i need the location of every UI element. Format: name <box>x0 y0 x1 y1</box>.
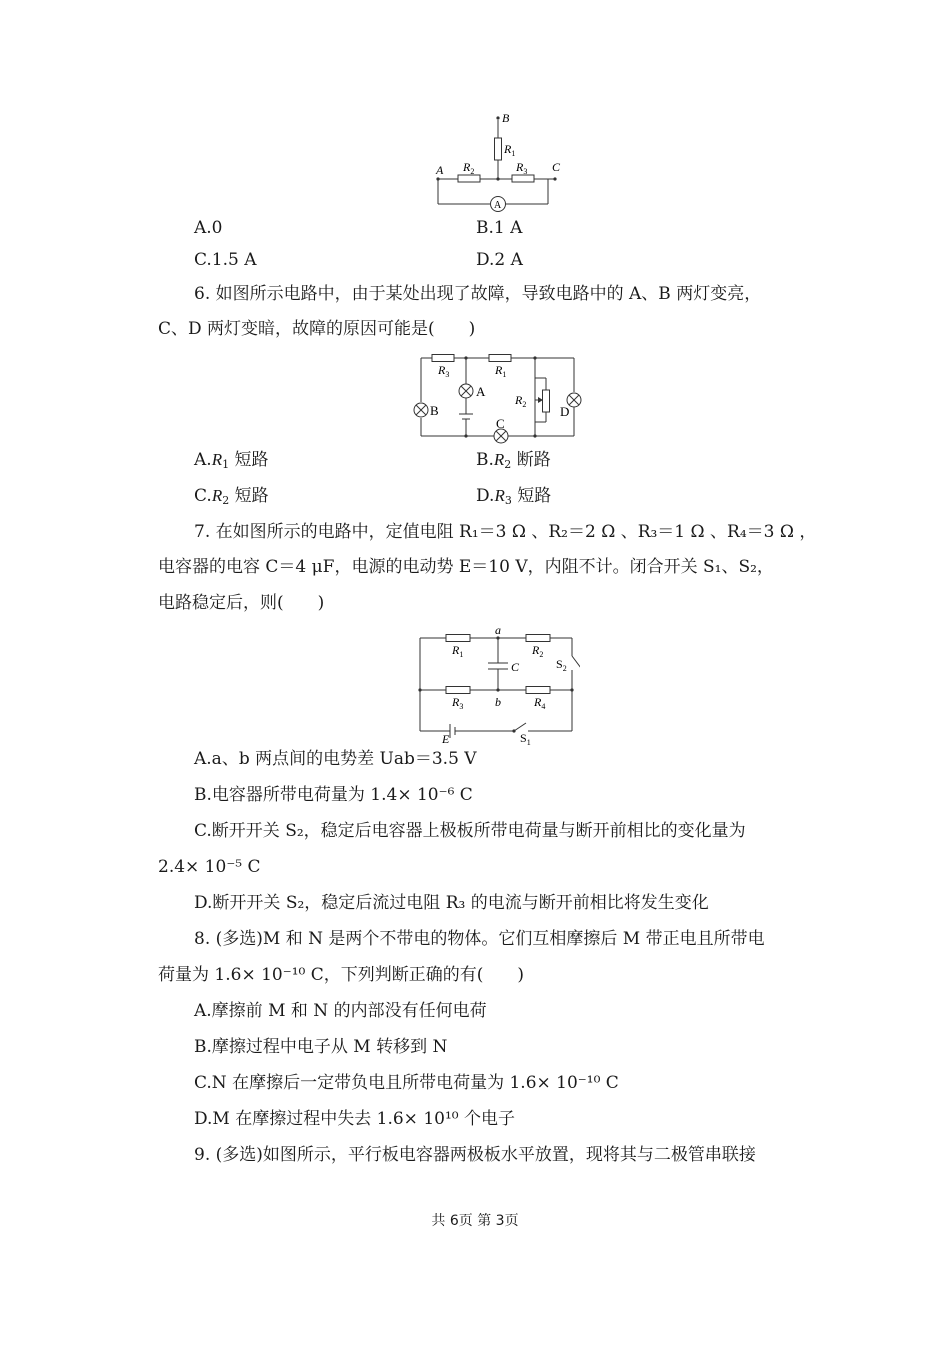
q6-stem-line-1: 6. 如图所示电路中，由于某处出现了故障，导致电路中的 A、B 两灯变亮， <box>194 284 762 304</box>
q7-stem-line-1: 7. 在如图所示的电路中，定值电阻 R₁＝3 Ω 、R₂＝2 Ω 、R₃＝1 Ω 、R₄＝3 Ω ， <box>194 522 817 542</box>
q8-option-b: B.摩擦过程中电子从 M 转移到 N <box>194 1037 448 1057</box>
q5-option-c: C.1.5 A <box>194 250 257 270</box>
svg-text:R4: $R_4$ <box>534 695 546 711</box>
svg-text:b: b <box>495 695 501 709</box>
q6-option-b: $B.R_2$ 断路 <box>476 450 551 471</box>
q5-circuit-figure <box>420 108 570 214</box>
svg-text:R3: $R_3$ <box>452 695 464 711</box>
page-footer: 共 6页 第 3页 <box>431 1213 519 1229</box>
svg-text:A: A <box>476 384 486 399</box>
svg-text:R2: $R_2$ <box>532 643 544 659</box>
q7-option-a: A.a、b 两点间的电势差 Uab＝3.5 V <box>194 749 477 769</box>
svg-text:S2: $S_2$ <box>556 657 567 673</box>
q5-option-a: A.0 <box>194 218 223 238</box>
q8-stem-line-2: 荷量为 1.6× 10⁻¹⁰ C，下列判断正确的有( ) <box>158 965 524 985</box>
q8-option-a: A.摩擦前 M 和 N 的内部没有任何电荷 <box>194 1001 487 1021</box>
q7-option-c-line-1: C.断开开关 S₂，稳定后电容器上极板所带电荷量与断开前相比的变化量为 <box>194 821 746 841</box>
q6-circuit-figure <box>410 350 590 448</box>
svg-text:E: E <box>442 732 450 746</box>
q5-option-d: D.2 A <box>476 250 523 270</box>
q7-option-b: B.电容器所带电荷量为 1.4× 10⁻⁶ C <box>194 785 473 805</box>
svg-text:C: C <box>496 416 505 431</box>
svg-text:a: a <box>495 623 501 637</box>
q9-stem-line-1: 9. (多选)如图所示，平行板电容器两极板水平放置，现将其与二极管串联接 <box>194 1145 756 1165</box>
q7-circuit-figure <box>410 622 580 746</box>
svg-text:D: D <box>560 404 570 419</box>
q7-stem-line-3: 电路稳定后，则( ) <box>158 593 325 613</box>
q8-option-d: D.M 在摩擦过程中失去 1.6× 10¹⁰ 个电子 <box>194 1109 515 1129</box>
svg-text:R1: $R_1$ <box>452 643 464 659</box>
svg-text:R2: $R_2$ <box>463 160 475 176</box>
svg-text:R1: $R_1$ <box>504 142 516 158</box>
q6-stem-line-2: C、D 两灯变暗，故障的原因可能是( ) <box>158 319 476 339</box>
svg-text:R3: $R_3$ <box>516 160 528 176</box>
q6-option-d: $D.R_3$ 短路 <box>476 486 552 507</box>
svg-text:C: C <box>552 160 561 174</box>
ammeter-icon: A <box>494 200 502 211</box>
label-b: B <box>502 111 510 125</box>
svg-text:R1: $R_1$ <box>495 363 507 379</box>
svg-text:S1: $S_1$ <box>520 731 531 746</box>
svg-text:R3: $R_3$ <box>438 363 450 379</box>
q7-option-d: D.断开开关 S₂，稳定后流过电阻 R₃ 的电流与断开前相比将发生变化 <box>194 893 709 913</box>
svg-text:C: C <box>511 660 520 674</box>
q7-option-c-line-2: 2.4× 10⁻⁵ C <box>158 857 261 877</box>
q8-option-c: C.N 在摩擦后一定带负电且所带电荷量为 1.6× 10⁻¹⁰ C <box>194 1073 619 1093</box>
svg-text:A: A <box>436 163 444 177</box>
svg-text:R2: $R_2$ <box>515 393 527 409</box>
svg-text:B: B <box>430 403 439 418</box>
q8-stem-line-1: 8. (多选)M 和 N 是两个不带电的物体。它们互相摩擦后 M 带正电且所带电 <box>194 929 765 949</box>
q5-option-b: B.1 A <box>476 218 523 238</box>
q7-stem-line-2: 电容器的电容 C＝4 μF，电源的电动势 E＝10 V，内阻不计。闭合开关 S₁、S₂， <box>158 557 774 577</box>
q6-option-a: $A.R_1$ 短路 <box>194 450 269 471</box>
q6-option-c: $C.R_2$ 短路 <box>194 486 269 507</box>
